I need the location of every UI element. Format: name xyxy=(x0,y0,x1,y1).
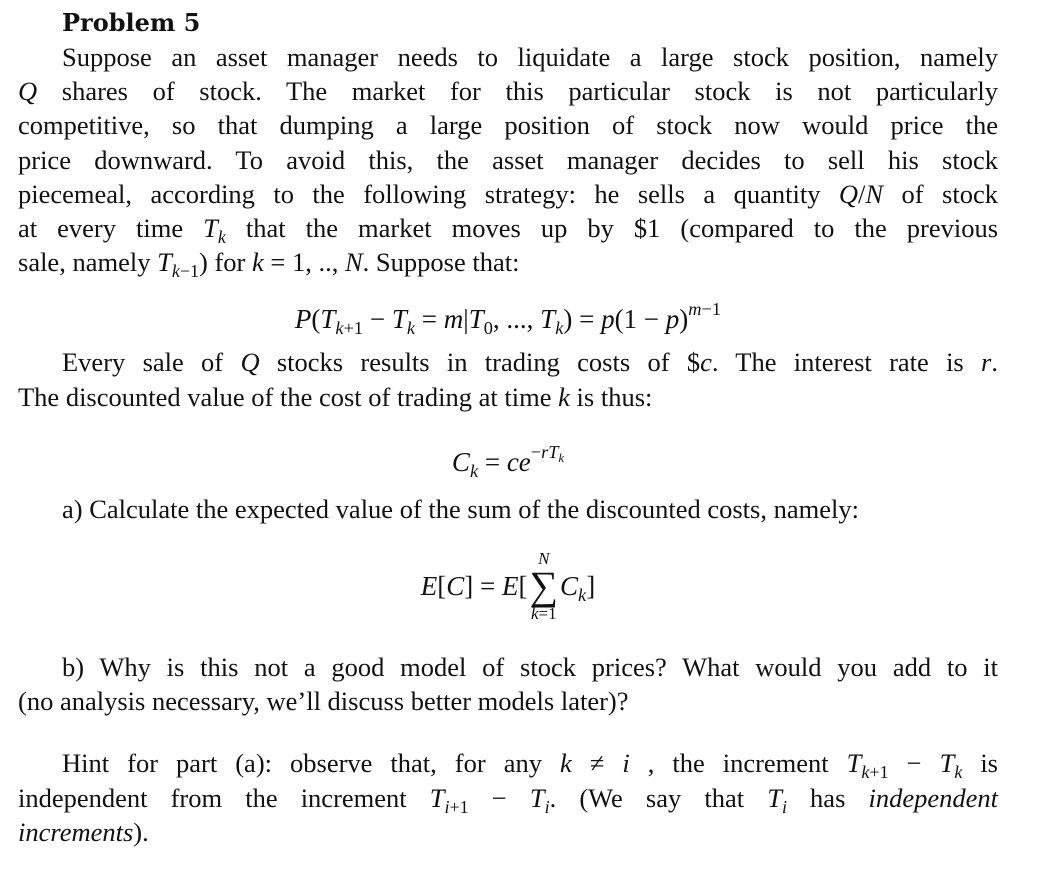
intro-line-5: piecemeal, according to the following strategy: he sells a quantity Q/N of stock xyxy=(18,178,998,209)
part-b-line-2: (no analysis necessary, we’ll discuss better models later)? xyxy=(18,686,629,717)
hint-line-3: increments). xyxy=(18,816,149,847)
intro-line-3: competitive, so that dumping a large position of stock now would price the xyxy=(18,110,998,141)
problem-page xyxy=(18,6,998,849)
cost-paragraph xyxy=(18,345,998,413)
intro-paragraph xyxy=(18,40,998,279)
cost-line-1: Every sale of Q stocks results in trading costs of $c. The interest rate is r. xyxy=(62,347,998,378)
hint-line-1: Hint for part (a): observe that, for any k ≠ i , the increment $T_{k+1} - T_k$ is xyxy=(62,748,998,783)
equation-discounted-cost: $C_k = ce^{-rT_k}$ xyxy=(451,441,565,481)
part-b xyxy=(18,650,998,718)
intro-line-6: at every time $T_k$ that the market moves up by $1 (compared to the previous xyxy=(18,213,999,247)
intro-line-1: Suppose an asset manager needs to liquidate a large stock position, namely xyxy=(62,42,998,72)
intro-line-2: Q shares of stock. The market for this particular stock is not particularly xyxy=(18,76,998,107)
intro-line-7: sale, namely $T_{k-1}$) for k = 1, .., N. Suppose that: xyxy=(18,247,520,281)
part-a-text: a) Calculate the expected value of the sum of the discounted costs, namely: xyxy=(62,493,859,524)
part-b-line-1: b) Why is this not a good model of stock prices? What would you add to it xyxy=(62,652,998,683)
summation-symbol: N ∑ k=1 xyxy=(529,549,559,624)
intro-line-4: price downward. To avoid this, the asset manager decides to sell his stock xyxy=(18,144,998,175)
equation-transition-probability: $P(T_{k+1} - T_k = m|T_0$, ..., $T_k) = p(1 - p)^{m-1}$ xyxy=(294,299,722,339)
hint-paragraph xyxy=(18,746,998,849)
problem-title: Problem 5 xyxy=(62,8,201,37)
hint-line-2: independent from the increment $T_{i+1} - T_i$. (We say that $T_i$ has independent xyxy=(18,782,998,817)
equation-expected-cost: E[C] = E[ N ∑ k=1 $C_k$] xyxy=(420,549,596,624)
cost-line-2: The discounted value of the cost of trading at time k is thus: xyxy=(18,381,653,412)
part-a xyxy=(18,492,998,526)
